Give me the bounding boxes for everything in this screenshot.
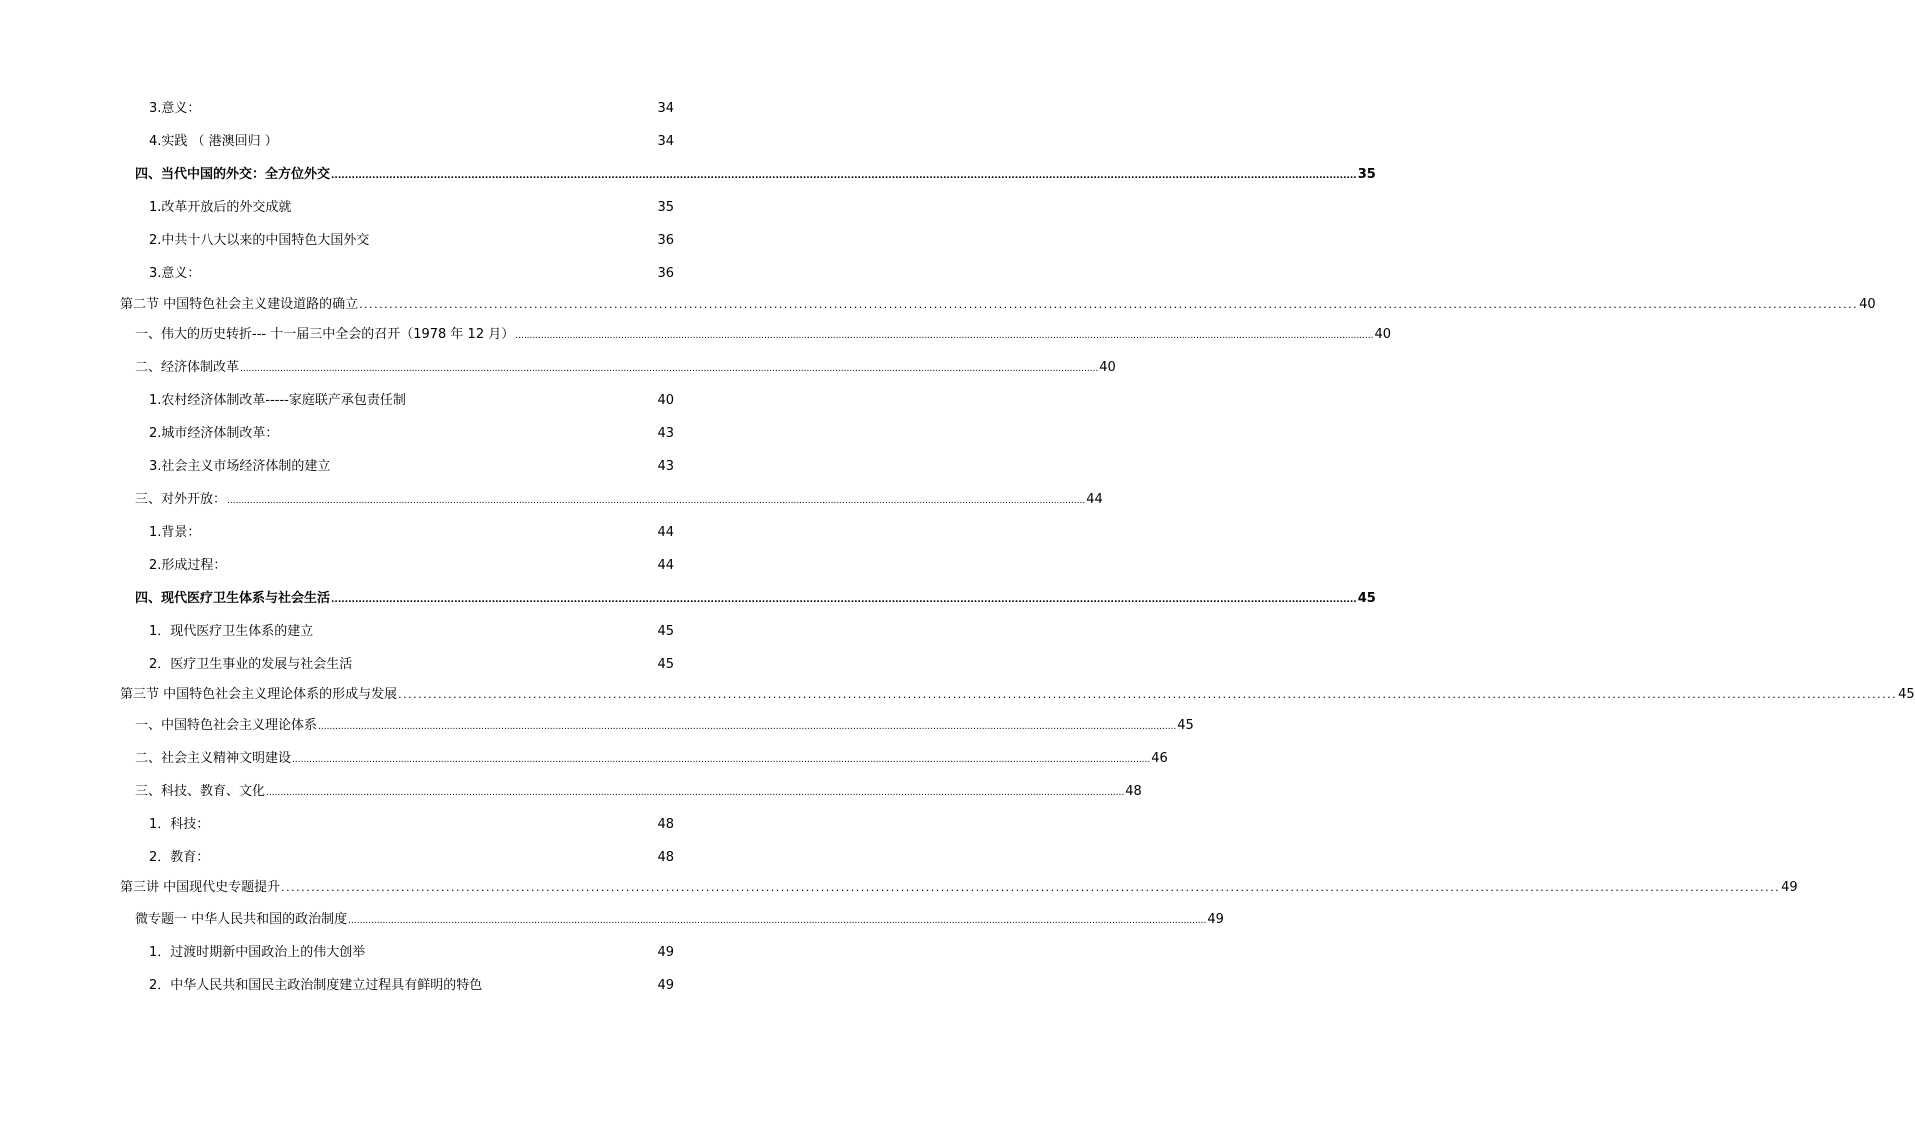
toc-entry-label: 2．中华人民共和国民主政治制度建立过程具有鲜明的特色 [149,978,483,993]
toc-entry[interactable] [149,426,674,443]
toc-entry-label: 微专题一 中华人民共和国的政治制度 [135,912,348,927]
toc-entry[interactable] [135,360,1116,377]
toc-entry[interactable] [135,751,1168,768]
toc-entry[interactable] [149,945,674,962]
toc-entry-label: 1．现代医疗卫生体系的建立 [149,624,314,639]
toc-entry-label: 三、科技、教育、文化 [135,784,266,799]
toc-entry-label: 2．教育： [149,850,210,865]
toc-entry-page: 49 [657,978,674,993]
toc-entry-label: 4.实践 （ 港澳回归 ） [149,134,278,149]
toc-entry-page: 48 [1125,784,1142,799]
toc-entry[interactable] [149,393,674,410]
toc-leader: ............................................................................................................................................................................................................................................................................................................ [227,496,1086,506]
toc-entry-label: 1.农村经济体制改革-----家庭联产承包责任制 [149,393,406,408]
toc-entry[interactable] [149,657,674,674]
toc-entry-page: 49 [1781,880,1798,895]
toc-entry-label: 第三讲 中国现代史专题提升 [120,880,281,895]
toc-entry-label: 三、对外开放： [135,492,227,507]
toc-entry-page: 36 [657,233,674,248]
toc-entry[interactable] [135,591,1376,608]
toc-leader: ............................................................................................................................................................................................................................................................................................................ [359,298,1859,311]
toc-entry-page: 36 [657,266,674,281]
toc-entry-label: 四、当代中国的外交：全方位外交 [135,167,331,182]
toc-entry-label: 2.形成过程： [149,558,227,573]
toc-entry-page: 34 [657,134,674,149]
toc-leader: ............................................................................................................................................................................................................................................................................................................ [348,916,1207,926]
toc-entry[interactable] [135,167,1376,184]
toc-entry[interactable] [135,718,1194,735]
toc-entry-label: 二、社会主义精神文明建设 [135,751,292,766]
toc-entry-label: 四、现代医疗卫生体系与社会生活 [135,591,331,606]
toc-entry-label: 3.意义： [149,101,201,116]
toc-entry-label: 3.社会主义市场经济体制的建立 [149,459,331,474]
toc-entry[interactable] [149,101,674,118]
toc-entry-label: 1．科技： [149,817,210,832]
toc-entry-page: 49 [1207,912,1224,927]
toc-entry-page: 48 [657,850,674,865]
toc-leader: ............................................................................................................................................................................................................................................................................................................ [331,171,1357,181]
toc-entry-page: 49 [657,945,674,960]
toc-entry-page: 44 [657,525,674,540]
toc-entry-page: 46 [1151,751,1168,766]
toc-entry-page: 45 [1898,687,1915,702]
toc-leader: ............................................................................................................................................................................................................................................................................................................ [318,722,1177,732]
toc-entry-label: 1.改革开放后的外交成就 [149,200,292,215]
toc-entry[interactable] [149,266,674,283]
toc-leader: ............................................................................................................................................................................................................................................................................................................ [515,331,1374,341]
toc-entry-label: 3.意义： [149,266,201,281]
toc-entry[interactable] [149,134,674,151]
toc-entry-page: 40 [657,393,674,408]
toc-entry-label: 1.背景： [149,525,201,540]
toc-leader: ............................................................................................................................................................................................................................................................................................................ [266,788,1125,798]
toc-entry[interactable] [149,233,674,250]
toc-entry-page: 45 [657,624,674,639]
toc-entry[interactable] [135,912,1224,929]
toc-entry-page: 44 [657,558,674,573]
toc-entry-page: 45 [1357,591,1376,606]
toc-entry-page: 43 [657,426,674,441]
toc-leader: ............................................................................................................................................................................................................................................................................................................ [281,881,1781,894]
toc-entry-label: 二、经济体制改革 [135,360,240,375]
toc-entry[interactable] [149,978,674,995]
toc-entry-label: 一、中国特色社会主义理论体系 [135,718,318,733]
toc-entry[interactable] [120,880,1798,896]
toc-entry-label: 第三节 中国特色社会主义理论体系的形成与发展 [120,687,398,702]
toc-entry-page: 43 [657,459,674,474]
toc-entry[interactable] [135,492,1103,509]
toc-entry[interactable] [120,687,1915,703]
toc-entry[interactable] [149,200,674,217]
toc-leader: ............................................................................................................................................................................................................................................................................................................ [398,688,1898,701]
toc-entry-label: 1．过渡时期新中国政治上的伟大创举 [149,945,366,960]
toc-entry[interactable] [149,525,674,542]
toc-entry-label: 第二节 中国特色社会主义建设道路的确立 [120,297,359,312]
toc-entry-label: 2．医疗卫生事业的发展与社会生活 [149,657,353,672]
toc-entry-page: 35 [657,200,674,215]
toc-entry[interactable] [149,624,674,641]
toc-entry[interactable] [135,327,1392,344]
toc-entry-page: 44 [1086,492,1103,507]
toc-entry-label: 一、伟大的历史转折--- 十一届三中全会的召开（1978 年 12 月） [135,327,515,342]
toc-entry-page: 40 [1374,327,1392,342]
toc-entry-page: 34 [657,101,674,116]
toc-leader: ............................................................................................................................................................................................................................................................................................................ [240,364,1099,374]
toc-entry-page: 45 [1177,718,1194,733]
toc-entry[interactable] [120,297,1876,313]
toc-entry[interactable] [149,850,674,867]
toc-leader: ............................................................................................................................................................................................................................................................................................................ [292,755,1151,765]
toc-entry[interactable] [135,784,1142,801]
toc-entry[interactable] [149,558,674,575]
toc-entry[interactable] [149,817,674,834]
toc-entry-page: 40 [1099,360,1116,375]
toc-entry-page: 45 [657,657,674,672]
toc-entry[interactable] [149,459,674,476]
toc-entry-page: 40 [1859,297,1876,312]
toc-entry-label: 2.城市经济体制改革： [149,426,279,441]
toc-entry-page: 35 [1357,167,1376,182]
toc-leader: ............................................................................................................................................................................................................................................................................................................ [331,595,1357,605]
toc-entry-page: 48 [657,817,674,832]
toc-entry-label: 2.中共十八大以来的中国特色大国外交 [149,233,370,248]
